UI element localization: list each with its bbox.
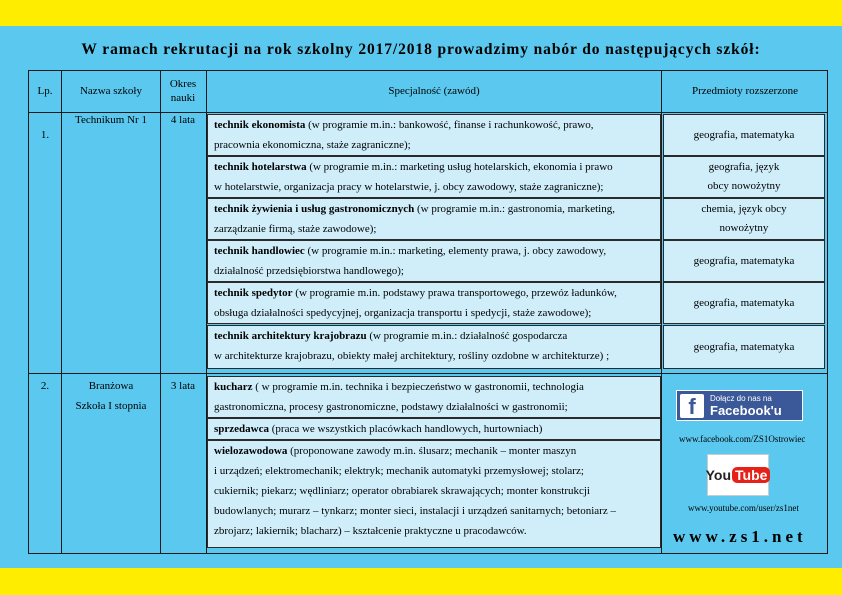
- specialty-technik-handlowiec: [207, 240, 661, 282]
- specialty-name: kucharz: [214, 381, 253, 393]
- subjects-technik-hotelarstwa: [663, 156, 825, 198]
- school-2-name: [62, 376, 160, 416]
- specialty-desc-2: w hotelarstwie, organizacja pracy w hotelarstwie, j. obcy zawodowy, staże zagraniczne);: [214, 181, 604, 193]
- specialty-desc-2: obsługa działalności spedycyjnej, organizacja transportu i spedycji, staże zawodowe);: [214, 307, 592, 319]
- specialty-name: technik ekonomista: [214, 119, 306, 131]
- specialty-desc-2: i urządzeń; elektromechanik; elektryk; mechanik automatyki przemysłowej; stolarz;: [214, 465, 584, 477]
- specialty-technik-zywienia: [207, 198, 661, 240]
- youtube-tube: Tube: [732, 467, 770, 483]
- specialty-desc-2: działalność przedsiębiorstwa handlowego);: [214, 265, 404, 277]
- header-period-line1: Okres: [169, 78, 197, 90]
- website-url[interactable]: www.zs1.net: [673, 527, 807, 546]
- page-title: W ramach rekrutacji na rok szkolny 2017/2018 prowadzimy nabór do następujących szkół:: [81, 41, 761, 58]
- specialty-kucharz: [207, 376, 661, 418]
- facebook-badge-line1: Dołącz do nas na: [710, 393, 772, 403]
- subjects-line: geografia, język: [708, 161, 780, 173]
- specialty-name: technik żywienia i usług gastronomicznych: [214, 203, 415, 215]
- facebook-icon: f: [680, 394, 704, 418]
- school-1-period: 4 lata: [170, 114, 196, 126]
- school-2-period: 3 lata: [170, 380, 196, 392]
- header-period-line2: nauki: [170, 92, 196, 104]
- specialty-desc-2: w architekturze krajobrazu, obiekty małej architektury, rośliny ozdobne w architekturze) ;: [214, 350, 610, 362]
- col-divider-lp: [61, 70, 62, 554]
- header-school: Nazwa szkoły: [79, 85, 142, 97]
- school-2-name-line2: Szkoła I stopnia: [75, 400, 147, 412]
- specialty-technik-ekonomista: [207, 114, 661, 156]
- youtube-logo[interactable]: [707, 454, 769, 496]
- specialty-desc-3: cukiernik; piekarz; wędliniarz; operator obrabiarek skrawających; monter konstrukcji: [214, 485, 590, 497]
- facebook-badge[interactable]: [676, 390, 803, 421]
- specialty-name: wielozawodowa: [214, 445, 288, 457]
- specialty-name: technik architektury krajobrazu: [214, 330, 367, 342]
- specialty-desc: ( w programie m.in. technika i bezpieczeństwo w gastronomii, technologia: [252, 381, 584, 393]
- specialty-desc-5: zbrojarz; lakiernik; blacharz) – kształcenie praktyczne u pracodawców.: [214, 525, 527, 537]
- specialty-name: technik handlowiec: [214, 245, 305, 257]
- specialty-desc-4: budowlanych; murarz – tynkarz; monter sieci, instalacji i urządzeń sanitarnych; betoniarz –: [214, 505, 616, 517]
- specialty-desc: (w programie m.in.: gastronomia, marketing,: [414, 203, 615, 215]
- school-2-lp: 2.: [40, 380, 50, 392]
- specialty-name: sprzedawca: [214, 423, 269, 435]
- header-period: [160, 77, 206, 105]
- specialty-name: technik hotelarstwa: [214, 161, 307, 173]
- top-yellow-band: [0, 0, 842, 26]
- header-specialty: Specjalność (zawód): [388, 85, 480, 97]
- specialty-technik-spedytor: [207, 282, 661, 324]
- school-row-divider: [28, 373, 828, 374]
- specialty-name: technik spedytor: [214, 287, 293, 299]
- specialty-sprzedawca: [207, 418, 661, 440]
- youtube-you: You: [705, 467, 731, 483]
- subjects-technik-spedytor: geografia, matematyka: [663, 282, 825, 324]
- specialty-desc: (w programie m.in.: marketing, elementy prawa, j. obcy zawodowy,: [304, 245, 607, 257]
- specialty-desc-2: pracownia ekonomiczna, staże zagraniczne);: [214, 139, 411, 151]
- subjects-line: nowożytny: [719, 222, 769, 234]
- specialty-wielozawodowa: [207, 440, 661, 548]
- subjects-technik-zywienia: [663, 198, 825, 240]
- subjects-technik-architektury: geografia, matematyka: [663, 325, 825, 369]
- subjects-line: chemia, język obcy: [701, 203, 787, 215]
- bottom-yellow-band: [0, 568, 842, 595]
- facebook-url[interactable]: www.facebook.com/ZS1Ostrowiec: [679, 434, 806, 444]
- col-divider-school: [160, 70, 161, 554]
- subjects-technik-ekonomista: geografia, matematyka: [663, 114, 825, 156]
- specialty-technik-hotelarstwa: [207, 156, 661, 198]
- specialty-desc: (praca we wszystkich placówkach handlowych, hurtowniach): [269, 423, 543, 435]
- subjects-line: obcy nowożytny: [707, 180, 781, 192]
- specialty-desc-2: gastronomiczna, procesy gastronomiczne, podstawy działalności w gastronomii;: [214, 401, 568, 413]
- specialty-desc: (w programie m.in.: bankowość, finanse i rachunkowość, prawo,: [305, 119, 594, 131]
- specialty-desc: (w programie m.in.: działalność gospodarcza: [366, 330, 568, 342]
- header-subjects: Przedmioty rozszerzone: [692, 85, 798, 97]
- school-1-lp: 1.: [40, 129, 50, 141]
- school-2-name-line1: Branżowa: [88, 380, 134, 392]
- facebook-badge-text: [710, 394, 782, 418]
- subjects-technik-handlowiec: geografia, matematyka: [663, 240, 825, 282]
- specialty-desc: (w programie m.in. podstawy prawa transportowego, przewóz ładunków,: [292, 287, 617, 299]
- youtube-url[interactable]: www.youtube.com/user/zs1net: [688, 503, 799, 513]
- specialty-desc-2: zarządzanie firmą, staże zawodowe);: [214, 223, 377, 235]
- specialty-desc: (w programie m.in.: marketing usług hotelarskich, ekonomia i prawo: [306, 161, 613, 173]
- specialty-technik-architektury: [207, 325, 661, 369]
- col-divider-specialty: [661, 70, 662, 554]
- header-lp: Lp.: [37, 85, 53, 97]
- facebook-badge-line2: Facebook'u: [710, 402, 782, 418]
- specialty-desc: (proponowane zawody m.in. ślusarz; mechanik – monter maszyn: [287, 445, 577, 457]
- school-1-name: Technikum Nr 1: [75, 114, 147, 126]
